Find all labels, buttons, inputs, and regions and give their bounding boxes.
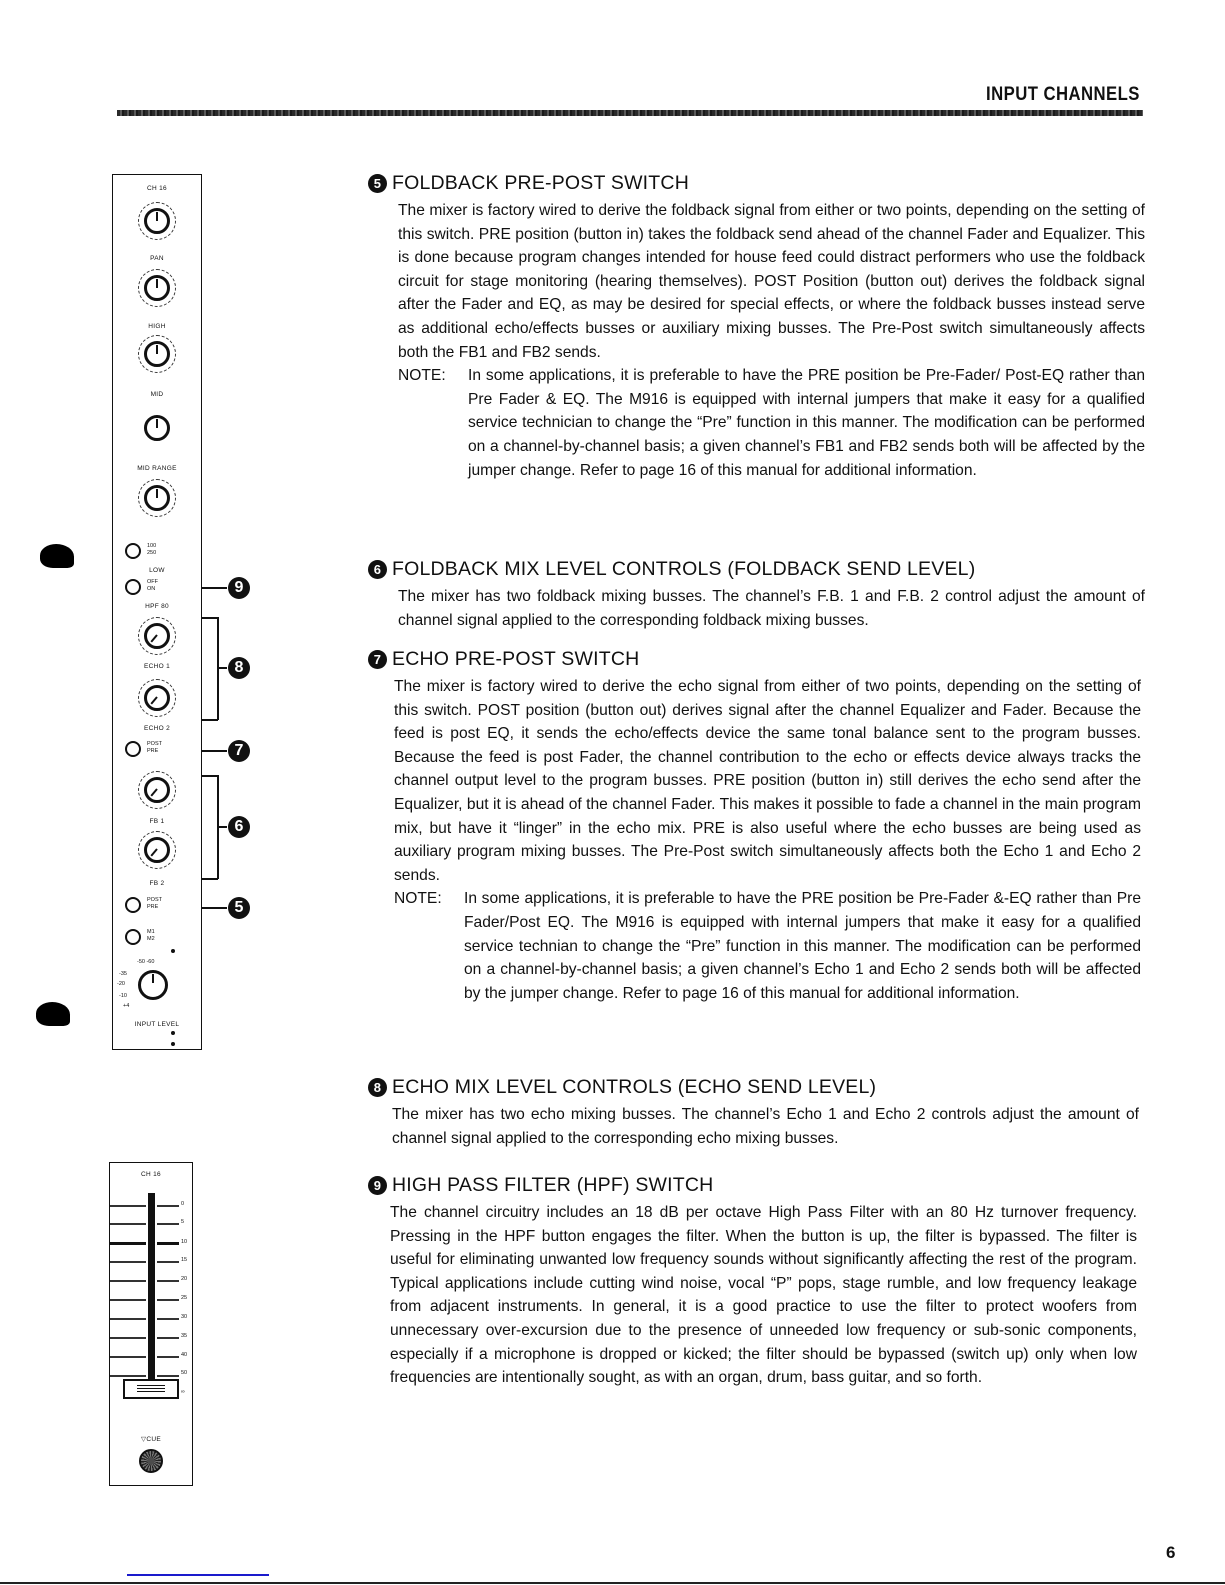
fader-tick (110, 1205, 146, 1207)
section-foldback-mix-level (368, 558, 1148, 632)
low-freq-legend-top: 100 (147, 543, 157, 549)
section-heading (368, 648, 1148, 671)
indicator-dot (171, 1042, 175, 1046)
fader-scale-30: 30 (181, 1314, 188, 1320)
fader-tick (157, 1261, 179, 1263)
fader-scale-5: 5 (181, 1219, 185, 1225)
note-block (394, 887, 1141, 1005)
note-text: In some applications, it is preferable to have the PRE position be Pre-Fader &-EQ rather than Pre Fader/Post EQ. The M916 is equipped with internal jumpers that make it easy for a qualified service technian to change the “Pre” function in this manner. The modification can be performed on a channel-by-channel basis; a given channel’s Echo 1 and Echo 2 sends both will be affected by the jumper change. Refer to page 16 of this manual for additional information. (464, 890, 1141, 1002)
section-foldback-pre-post (368, 172, 1148, 482)
fader-tick (157, 1205, 179, 1207)
indicator-dot (171, 1031, 175, 1035)
input-level-knob-icon (138, 970, 168, 1000)
callout-bracket-8-top (201, 617, 218, 619)
section-echo-pre-post (368, 648, 1148, 1005)
page-header-title: INPUT CHANNELS (986, 84, 1140, 105)
low-freq-button-icon (125, 543, 141, 559)
callout-line-6 (217, 826, 227, 828)
channel-label: CH 16 (147, 185, 167, 192)
section-title: FOLDBACK PRE-POST SWITCH (392, 172, 689, 194)
callout-badge-7: 7 (228, 740, 250, 762)
note-label: NOTE: (394, 890, 442, 908)
fb-pre-post-button-icon (125, 897, 141, 913)
fb-pp-legend-top: POST (147, 897, 162, 903)
fader-scale-0: 0 (181, 1201, 185, 1207)
echo-pp-legend-bottom: PRE (147, 748, 159, 754)
mid-range-label: MID RANGE (137, 465, 177, 472)
header-rule (117, 110, 1143, 116)
callout-line-8 (217, 667, 227, 669)
section-number-badge: 6 (368, 560, 387, 579)
fader-slot (148, 1193, 155, 1383)
channel-strip-illustration (112, 174, 202, 1050)
fb2-knob-icon (144, 837, 170, 863)
section-title: FOLDBACK MIX LEVEL CONTROLS (FOLDBACK SEND LEVEL) (392, 558, 976, 580)
callout-bracket-6-bottom (201, 878, 218, 880)
fader-strip-illustration (109, 1162, 193, 1486)
echo2-knob-icon (144, 685, 170, 711)
cue-label: ▽CUE (141, 1436, 161, 1443)
fader-scale-40: 40 (181, 1352, 188, 1358)
fader-channel-label: CH 16 (141, 1171, 161, 1178)
input-level-scale-c: -20 (117, 981, 125, 987)
section-heading (368, 558, 1148, 581)
hpf-legend-bottom: ON (147, 586, 156, 592)
section-title: ECHO MIX LEVEL CONTROLS (ECHO SEND LEVEL) (392, 1076, 877, 1098)
fader-knob-icon (123, 1379, 179, 1399)
high-knob-icon (144, 275, 170, 301)
punch-hole-mark (40, 544, 74, 568)
section-heading (368, 1076, 1148, 1099)
fb2-label: FB 2 (149, 880, 165, 887)
fader-tick (110, 1299, 146, 1301)
section-heading (368, 172, 1148, 195)
fader-tick (110, 1223, 146, 1225)
section-number-badge: 8 (368, 1078, 387, 1097)
fader-tick (157, 1375, 179, 1377)
section-heading (368, 1174, 1148, 1197)
punch-hole-mark (36, 1002, 70, 1026)
page-number: 6 (1166, 1543, 1176, 1562)
input-level-scale-b: -35 (119, 971, 127, 977)
fader-tick (157, 1242, 179, 1245)
section-body: The mixer is factory wired to derive the echo signal from either of two points, depending on the setting of this switch. POST position (button out) derives signal after the channel Equalizer and Fader. Because the feed is post EQ, it sends the echo/effects device the same tonal balance sent to the program busses. Because the feed is post Fader, the channel contribution to the echo or effects device always tracks the channel output level to the program busses. PRE position (button in) still derives the echo send after the Equalizer, but it is ahead of the channel Fader. This makes it possible to fade a channel in the main program mix, but have it “linger” in the echo mix. PRE is also useful where the echo busses are being used as auxiliary program mixing busses. The Pre-Post switch simultaneously affects both the Echo 1 and Echo 2 sends. (394, 678, 1141, 884)
echo1-knob-icon (144, 623, 170, 649)
fader-scale-25: 25 (181, 1295, 188, 1301)
callout-badge-9: 9 (228, 577, 250, 599)
fader-scale-10: 10 (181, 1239, 188, 1245)
hpf-button-icon (125, 579, 141, 595)
section-number-badge: 9 (368, 1176, 387, 1195)
fader-tick (157, 1356, 179, 1358)
echo1-label: ECHO 1 (143, 663, 170, 670)
callout-bracket-8 (217, 617, 219, 720)
callout-line-5 (201, 907, 227, 909)
bottom-rule (0, 1582, 1225, 1584)
hpf-legend-top: OFF (147, 579, 158, 585)
mid-label: MID (150, 391, 164, 398)
low-freq-legend-bottom: 250 (147, 550, 157, 556)
callout-badge-5: 5 (228, 897, 250, 919)
note-text: In some applications, it is preferable to have the PRE position be Pre-Fader/ Post-EQ rather than Pre Fader & EQ. The M916 is equipped with internal jumpers that make it easy for a qualified service technician to change the “Pre” function in this manner. The modification can be performed on a channel-by-channel basis; a given channel’s FB1 and FB2 sends both will be affected by the jumper change. Refer to page 16 of this manual for additional information. (468, 367, 1145, 479)
section-body: The mixer has two foldback mixing busses. The channel’s F.B. 1 and F.B. 2 control adjust the amount of channel signal applied to the corresponding foldback mixing busses. (398, 588, 1145, 629)
fader-tick (157, 1337, 179, 1339)
m-legend-top: M1 (147, 929, 155, 935)
low-knob-icon (144, 485, 170, 511)
fader-tick (157, 1223, 179, 1225)
echo-pre-post-button-icon (125, 741, 141, 757)
fader-tick (110, 1261, 146, 1263)
fb1-label: FB 1 (149, 818, 165, 825)
fader-tick (110, 1318, 146, 1320)
fader-scale-15: 15 (181, 1257, 188, 1263)
echo-pp-legend-top: POST (147, 741, 162, 747)
note-label: NOTE: (398, 367, 446, 385)
fader-scale-50: 50 (181, 1370, 188, 1376)
section-number-badge: 5 (368, 174, 387, 193)
m-legend-bottom: M2 (147, 936, 155, 942)
callout-badge-6: 6 (228, 816, 250, 838)
callout-line-7 (201, 750, 227, 752)
fader-tick (110, 1280, 146, 1282)
callout-bracket-6-top (201, 775, 218, 777)
input-level-scale-a: -50 -60 (137, 959, 155, 965)
mid-knob-icon (144, 341, 170, 367)
fader-scale-inf: ∞ (181, 1389, 185, 1395)
mid-range-knob-icon (144, 415, 170, 441)
input-level-label: INPUT LEVEL (134, 1021, 180, 1028)
hpf-label: HPF 80 (145, 603, 169, 610)
callout-line-9 (201, 587, 227, 589)
section-high-pass-filter (368, 1174, 1148, 1390)
pan-label: PAN (150, 255, 164, 262)
fader-tick (157, 1299, 179, 1301)
input-level-scale-d: -10 (119, 993, 127, 999)
section-number-badge: 7 (368, 650, 387, 669)
cue-button-icon (139, 1449, 163, 1473)
input-level-scale-e: +4 (123, 1003, 130, 1009)
fader-tick (110, 1375, 146, 1377)
footer-link-underline[interactable] (127, 1574, 269, 1576)
fb-pp-legend-bottom: PRE (147, 904, 159, 910)
section-title: ECHO PRE-POST SWITCH (392, 648, 640, 670)
pan-knob-icon (144, 208, 170, 234)
high-label: HIGH (148, 323, 166, 330)
fader-tick (110, 1242, 146, 1245)
section-body: The mixer is factory wired to derive the foldback signal from either or two points, depending on the setting of this switch. PRE position (button in) takes the foldback send ahead of the channel Fader and Equalizer. This is done because program changes intended for house feed could distract performers who use the foldback circuit for stage monitoring (hearing themselves). POST Position (button out) derives the foldback signal after the Fader and EQ, as may be desired for special effects, or where the foldback busses instead serve as additional echo/effects busses or auxiliary mixing busses. The Pre-Post switch simultaneously affects both the FB1 and FB2 sends. (398, 202, 1145, 361)
section-body: The mixer has two echo mixing busses. The channel’s Echo 1 and Echo 2 controls adjust the amount of channel signal applied to the corresponding echo mixing busses. (392, 1106, 1139, 1147)
fader-tick (157, 1280, 179, 1282)
fader-tick (157, 1318, 179, 1320)
note-block (398, 364, 1145, 482)
fader-scale-20: 20 (181, 1276, 188, 1282)
fader-tick (110, 1337, 146, 1339)
fader-scale-35: 35 (181, 1333, 188, 1339)
fb1-knob-icon (144, 777, 170, 803)
callout-bracket-8-bottom (201, 719, 218, 721)
fader-tick (110, 1356, 146, 1358)
m1-m2-button-icon (125, 929, 141, 945)
low-label: LOW (149, 567, 165, 574)
section-echo-mix-level (368, 1076, 1148, 1150)
indicator-dot (171, 949, 175, 953)
callout-badge-8: 8 (228, 657, 250, 679)
section-body: The channel circuitry includes an 18 dB per octave High Pass Filter with an 80 Hz turnover frequency. Pressing in the HPF button engages the filter. When the button is up, the filter is bypassed. The filter is useful for eliminating unwanted low frequency sounds without significantly affecting the rest of the program. Typical applications include cutting wind noise, vocal “P” pops, stage rumble, and low frequency leakage from adjacent instruments. In general, it is a good practice to use the filter to protect woofers from unnecessary over-excursion due to the presence of unneeded low frequency or sub-sonic components, especially if a microphone is dropped or kicked; the filter should be bypassed (switch up) only when low frequencies are intentionally sought, as with an organ, drum, bass guitar, and so forth. (390, 1204, 1137, 1387)
section-title: HIGH PASS FILTER (HPF) SWITCH (392, 1174, 714, 1196)
echo2-label: ECHO 2 (143, 725, 170, 732)
